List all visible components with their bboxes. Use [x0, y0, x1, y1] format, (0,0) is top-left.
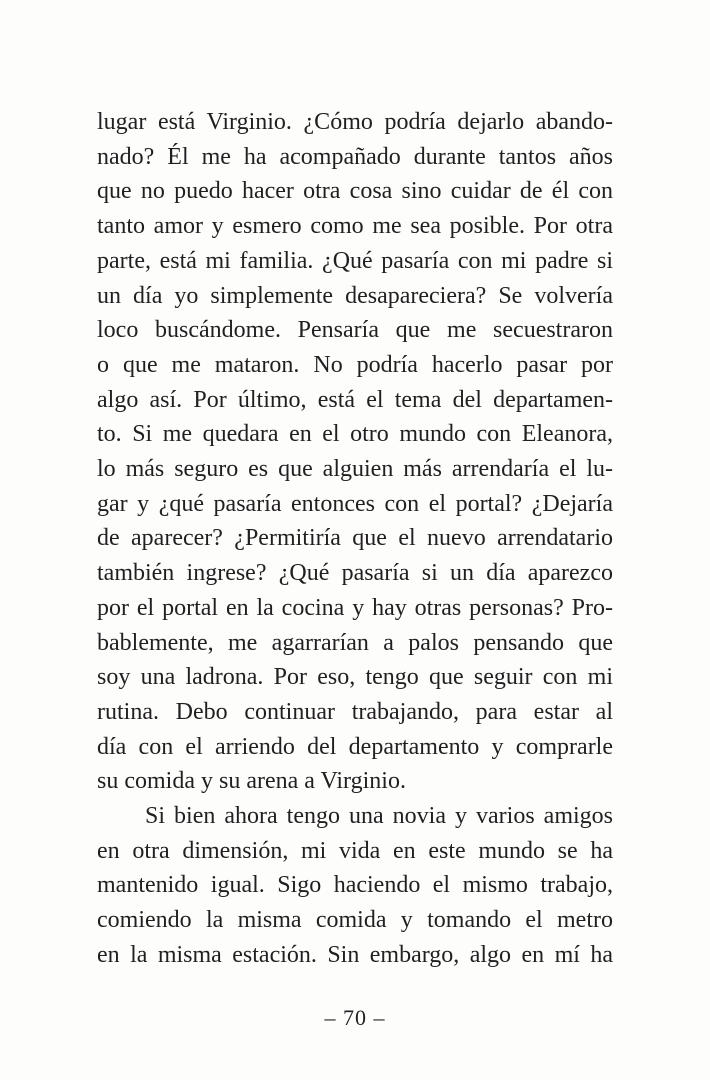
text-line: por el portal en la cocina y hay otras personas? Pro- [97, 594, 613, 621]
paragraph-new [97, 799, 613, 973]
text-line: mantenido igual. Sigo haciendo el mismo trabajo, [97, 872, 613, 899]
paragraph-continuation [97, 105, 613, 799]
text-line: día con el arriendo del departamento y comprarle [97, 733, 613, 760]
text-line: loco buscándome. Pensaría que me secuestraron [97, 317, 613, 344]
text-line: en otra dimensión, mi vida en este mundo se ha [97, 837, 613, 864]
text-line: rutina. Debo continuar trabajando, para estar al [97, 698, 613, 725]
text-line: algo así. Por último, está el tema del departamen- [97, 386, 613, 413]
text-line: o que me mataron. No podría hacerlo pasar por [97, 351, 613, 378]
text-line: que no puedo hacer otra cosa sino cuidar de él con [97, 178, 613, 205]
text-line: comiendo la misma comida y tomando el metro [97, 907, 613, 934]
text-line: bablemente, me agarrarían a palos pensando que [97, 629, 613, 656]
page-text [97, 105, 613, 973]
text-line: tanto amor y esmero como me sea posible. Por otra [97, 213, 613, 240]
text-line: soy una ladrona. Por eso, tengo que seguir con mi [97, 664, 613, 691]
text-line: nado? Él me ha acompañado durante tantos años [97, 143, 613, 170]
text-line: lo más seguro es que alguien más arrendaría el lu- [97, 456, 613, 483]
text-line: su comida y su arena a Virginio. [97, 768, 406, 795]
text-line: Si bien ahora tengo una novia y varios amigos [145, 803, 613, 830]
text-line: gar y ¿qué pasaría entonces con el portal? ¿Dejaría [97, 490, 613, 517]
page-number: – 70 – [324, 1005, 386, 1030]
text-line: de aparecer? ¿Permitiría que el nuevo arrendatario [97, 525, 613, 552]
text-line: parte, está mi familia. ¿Qué pasaría con mi padre si [97, 247, 613, 274]
text-line: en la misma estación. Sin embargo, algo en mí ha [97, 941, 613, 968]
text-line: to. Si me quedara en el otro mundo con Eleanora, [97, 421, 613, 448]
text-line: lugar está Virginio. ¿Cómo podría dejarlo abando- [97, 109, 613, 135]
text-line: un día yo simplemente desapareciera? Se volvería [97, 282, 613, 309]
text-line: también ingrese? ¿Qué pasaría si un día aparezco [97, 560, 613, 587]
